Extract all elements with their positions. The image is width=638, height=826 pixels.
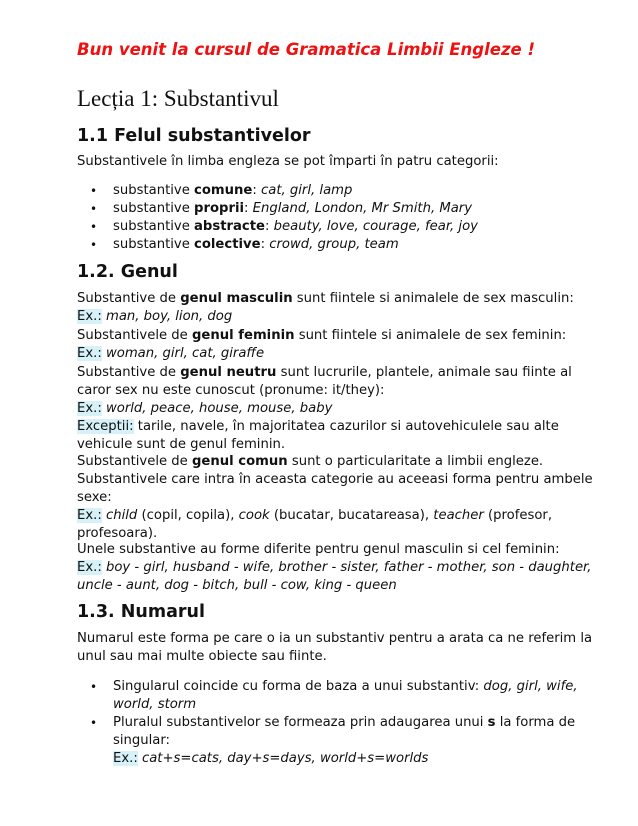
section-title-genul: 1.2. Genul <box>77 262 178 282</box>
example-label: Ex.: <box>77 560 102 575</box>
neuter-paragraph: Substantive de genul neutru sunt lucrurile, plantele, animale sau fiinte al caror sex nu este cunoscut (pronume: it/they): Ex.: world, peace, house, mouse, baby Exceptii: tarile, navele, în majoritatea cazurilor si autovehiculele sau alte vehicule sunt de genul feminin. <box>77 365 572 452</box>
section-intro: Numarul este forma pe care o ia un substantiv pentru a arata ca ne referim la unul sau mai multe obiecte sau fiinte. <box>77 631 593 664</box>
list-item: • substantive colective: crowd, group, team <box>77 236 607 254</box>
example-label: Ex.: <box>77 309 102 324</box>
welcome-heading: Bun venit la cursul de Gramatica Limbii Engleze ! <box>77 40 536 59</box>
list-item: • Singularul coincide cu forma de baza a unui substantiv: dog, girl, wife, world, storm <box>77 678 607 714</box>
example-label: Ex.: <box>77 401 102 416</box>
lesson-title: Lecția 1: Substantivul <box>77 86 279 111</box>
exceptions-label: Exceptii: <box>77 419 134 434</box>
section-title-numarul: 1.3. Numarul <box>77 602 205 622</box>
noun-category-list <box>77 182 607 254</box>
number-rules-list <box>77 678 607 768</box>
example-label: Ex.: <box>113 751 138 766</box>
list-item: • substantive proprii: England, London, Mr Smith, Mary <box>77 200 607 218</box>
example-label: Ex.: <box>77 508 102 523</box>
common-gender-paragraph: Substantivele de genul comun sunt o particularitate a limbii engleze. Substantivele care intra în aceasta categorie au aceeasi forma pentru ambele sexe: Ex.: child (copil, copila), cook (bucatar, bucatareasa), teacher (profesor, profesoara). <box>77 454 593 541</box>
example-label: Ex.: <box>77 346 102 361</box>
masculine-paragraph: Substantive de genul masculin sunt fiintele si animalele de sex masculin: Ex.: man, boy, lion, dog <box>77 291 574 324</box>
list-item: • substantive comune: cat, girl, lamp <box>77 182 607 200</box>
feminine-paragraph: Substantivele de genul feminin sunt fiintele si animalele de sex feminin: Ex.: woman, girl, cat, giraffe <box>77 328 567 361</box>
list-item: • Pluralul substantivelor se formeaza prin adaugarea unui s la forma de singular: Ex.: cat+s=cats, day+s=days, world+s=worlds <box>77 714 607 768</box>
list-item: • substantive abstracte: beauty, love, courage, fear, joy <box>77 218 607 236</box>
section-title-felul: 1.1 Felul substantivelor <box>77 126 311 146</box>
section-intro: Substantivele în limba engleza se pot împarti în patru categorii: <box>77 154 499 169</box>
different-forms-paragraph: Unele substantive au forme diferite pentru genul masculin si cel feminin: Ex.: boy - girl, husband - wife, brother - sister, father - mother, son - daughter, uncle - aunt, dog - bitch, bull - cow, king - queen <box>77 542 592 593</box>
